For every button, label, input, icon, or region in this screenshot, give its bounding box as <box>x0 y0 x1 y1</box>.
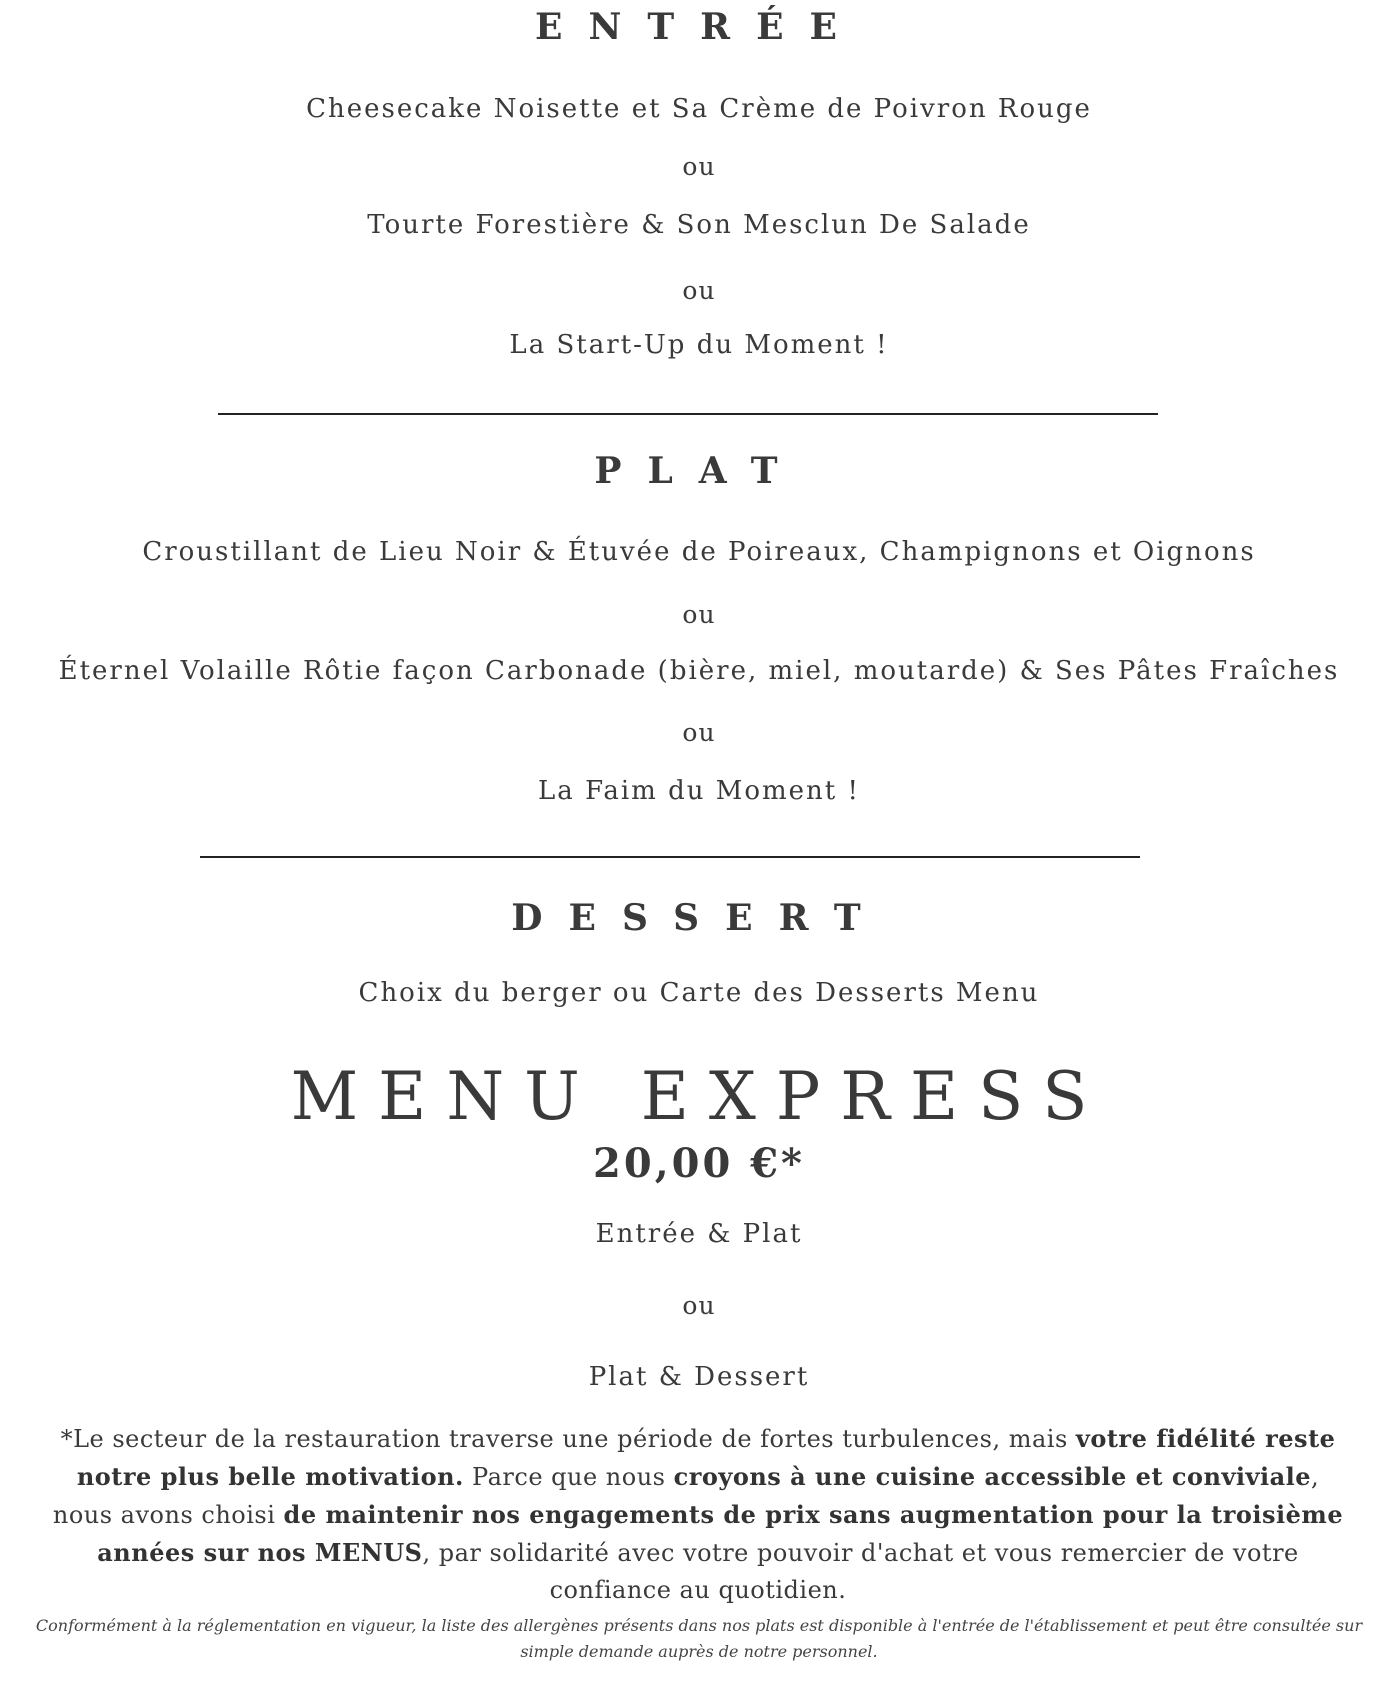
note-bold-3: de maintenir nos engagements de prix sans augmentation pour la troisième années sur nos MENUS <box>97 1500 1344 1567</box>
note-text-2: Parce que nous <box>463 1463 674 1491</box>
menu-express-option-2: Plat & Dessert <box>588 1362 810 1392</box>
entree-or-2: ou <box>682 276 716 305</box>
menu-express-title: MENU EXPRESS <box>290 1058 1108 1135</box>
note-bold-2: croyons à une cuisine accessible et conviviale <box>673 1462 1312 1491</box>
plat-divider <box>200 856 1140 858</box>
dessert-text: Choix du berger ou Carte des Desserts Menu <box>358 978 1040 1008</box>
plat-dish-1: Croustillant de Lieu Noir & Étuvée de Poireaux, Champignons et Oignons <box>142 537 1256 567</box>
entree-divider <box>218 413 1158 415</box>
note-bold-1: votre fidélité reste notre plus belle motivation. <box>76 1424 1336 1491</box>
plat-dish-2: Éternel Volaille Rôtie façon Carbonade (bière, miel, moutarde) & Ses Pâtes Fraîches <box>58 656 1340 686</box>
menu-express-price: 20,00 €* <box>593 1140 805 1187</box>
plat-or-1: ou <box>682 600 716 629</box>
dessert-title: DESSERT <box>511 897 887 939</box>
allergen-legal-notice: Conformément à la réglementation en vigueur, la liste des allergènes présents dans nos plats est disponible à l'entrée de l'établissement et peut être consultée sur simple demande auprès de notre personnel. <box>35 1616 1363 1661</box>
entree-dish-3: La Start-Up du Moment ! <box>509 330 889 360</box>
entree-dish-2: Tourte Forestière & Son Mesclun De Salade <box>367 210 1031 240</box>
note-text-1: *Le secteur de la restauration traverse une période de fortes turbulences, mais <box>60 1425 1076 1453</box>
entree-dish-1: Cheesecake Noisette et Sa Crème de Poivron Rouge <box>306 94 1092 124</box>
plat-or-2: ou <box>682 718 716 747</box>
plat-title: PLAT <box>594 450 804 492</box>
menu-express-or: ou <box>682 1291 716 1320</box>
note-text-4: , par solidarité avec votre pouvoir d'achat et vous remercier de votre confiance au quotidien. <box>422 1539 1299 1604</box>
price-commitment-note <box>48 1420 1348 1609</box>
plat-dish-3: La Faim du Moment ! <box>538 776 860 806</box>
entree-or-1: ou <box>682 152 716 181</box>
entree-title: ENTRÉE <box>535 6 863 48</box>
note-text-3: , nous avons choisi <box>52 1463 1320 1529</box>
menu-express-option-1: Entrée & Plat <box>595 1219 803 1249</box>
